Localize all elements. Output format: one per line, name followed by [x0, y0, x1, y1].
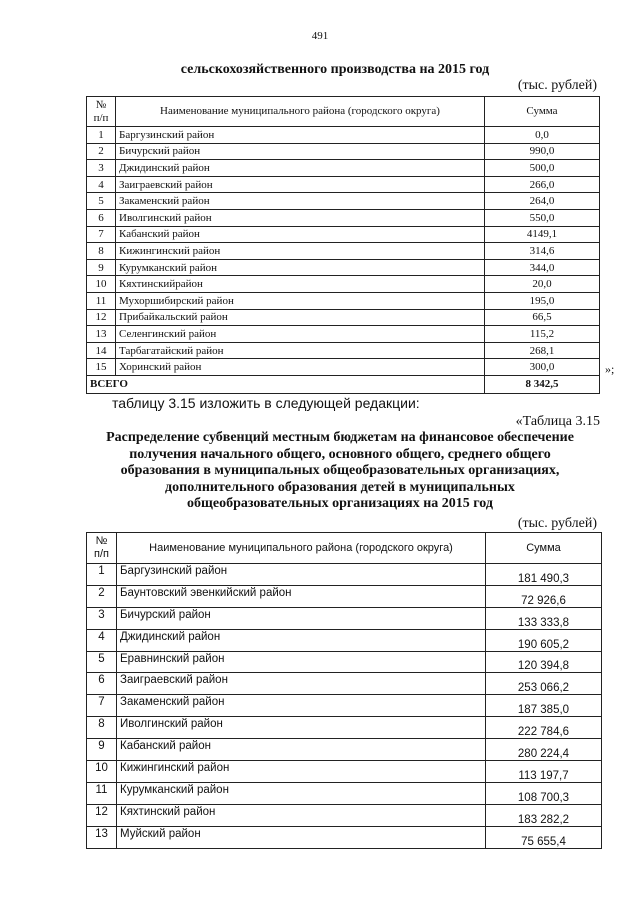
- row-number: 5: [87, 651, 117, 673]
- table1-body: [87, 127, 600, 376]
- amount-value: 300,0: [485, 359, 600, 376]
- section1-heading: сельскохозяйственного производства на 2015 год: [180, 62, 490, 77]
- row-number: 5: [87, 193, 116, 210]
- district-name: Иволгинский район: [117, 717, 486, 739]
- subsidy-table-1: [86, 96, 600, 394]
- table2-header-name: Наименование муниципального района (городского округа): [117, 533, 486, 564]
- district-name: Баргузинский район: [116, 127, 485, 144]
- amount-value: 113 197,7: [486, 761, 602, 783]
- district-name: Прибайкальский район: [116, 309, 485, 326]
- row-number: 4: [87, 176, 116, 193]
- district-name: Курумканский район: [116, 259, 485, 276]
- table-row: [87, 629, 602, 651]
- section1-unit: (тыс. рублей): [517, 78, 597, 93]
- row-number: 13: [87, 326, 116, 343]
- district-name: Кижингинский район: [116, 243, 485, 260]
- district-name: Тарбагатайский район: [116, 342, 485, 359]
- row-number: 7: [87, 226, 116, 243]
- amount-value: 190 605,2: [486, 629, 602, 651]
- amount-value: 344,0: [485, 259, 600, 276]
- table-row: [87, 160, 600, 177]
- district-name: Кижингинский район: [117, 761, 486, 783]
- district-name: Кяхтинский район: [117, 804, 486, 826]
- amount-value: 990,0: [485, 143, 600, 160]
- district-name: Мухоршибирский район: [116, 292, 485, 309]
- amount-value: 108 700,3: [486, 782, 602, 804]
- district-name: Баунтовский эвенкийский район: [117, 585, 486, 607]
- table-row: [87, 585, 602, 607]
- table-row: [87, 695, 602, 717]
- district-name: Селенгинский район: [116, 326, 485, 343]
- row-number: 10: [87, 761, 117, 783]
- table-row: [87, 651, 602, 673]
- table1-header-amount: Сумма: [485, 97, 600, 127]
- district-name: Джидинский район: [117, 629, 486, 651]
- amount-value: 4149,1: [485, 226, 600, 243]
- district-name: Хоринский район: [116, 359, 485, 376]
- table2-body: [87, 564, 602, 849]
- amount-value: 314,6: [485, 243, 600, 260]
- amount-value: 500,0: [485, 160, 600, 177]
- table-row: [87, 326, 600, 343]
- row-number: 9: [87, 259, 116, 276]
- amount-value: 181 490,3: [486, 564, 602, 586]
- amount-value: 183 282,2: [486, 804, 602, 826]
- table1-total-label: ВСЕГО: [87, 375, 485, 393]
- table-row: [87, 826, 602, 848]
- row-number: 2: [87, 143, 116, 160]
- amount-value: 187 385,0: [486, 695, 602, 717]
- district-name: Бичурский район: [116, 143, 485, 160]
- row-number: 11: [87, 782, 117, 804]
- amount-value: 133 333,8: [486, 607, 602, 629]
- amount-value: 550,0: [485, 209, 600, 226]
- row-number: 6: [87, 209, 116, 226]
- table1-header-name: Наименование муниципального района (городского округа): [116, 97, 485, 127]
- table-row: [87, 342, 600, 359]
- table2-header-num: № п/п: [87, 533, 117, 564]
- row-number: 8: [87, 717, 117, 739]
- table-row: [87, 127, 600, 144]
- table-row: [87, 143, 600, 160]
- table-row: [87, 782, 602, 804]
- amount-value: 75 655,4: [486, 826, 602, 848]
- district-name: Кабанский район: [116, 226, 485, 243]
- district-name: Закаменский район: [117, 695, 486, 717]
- table2-header-row: [87, 533, 602, 564]
- page-number: 491: [311, 30, 329, 42]
- amount-value: 72 926,6: [486, 585, 602, 607]
- amount-value: 280 224,4: [486, 739, 602, 761]
- amount-value: 264,0: [485, 193, 600, 210]
- amount-value: 268,1: [485, 342, 600, 359]
- table-row: [87, 607, 602, 629]
- amount-value: 20,0: [485, 276, 600, 293]
- row-number: 1: [87, 564, 117, 586]
- subsidy-table-2: [86, 532, 602, 849]
- table1-header-num: № п/п: [87, 97, 116, 127]
- table-row: [87, 309, 600, 326]
- table-row: [87, 673, 602, 695]
- district-name: Закаменский район: [116, 193, 485, 210]
- table-row: [87, 761, 602, 783]
- district-name: Иволгинский район: [116, 209, 485, 226]
- table-row: [87, 804, 602, 826]
- row-number: 14: [87, 342, 116, 359]
- amount-value: 266,0: [485, 176, 600, 193]
- amount-value: 0,0: [485, 127, 600, 144]
- amount-value: 195,0: [485, 292, 600, 309]
- row-number: 7: [87, 695, 117, 717]
- table-row: [87, 292, 600, 309]
- row-number: 8: [87, 243, 116, 260]
- table-row: [87, 226, 600, 243]
- amount-value: 115,2: [485, 326, 600, 343]
- table-row: [87, 259, 600, 276]
- row-number: 12: [87, 309, 116, 326]
- closing-mark: »;: [605, 362, 615, 376]
- table2-header-amount: Сумма: [486, 533, 602, 564]
- district-name: Бичурский район: [117, 607, 486, 629]
- table1-total-amount: 8 342,5: [485, 375, 600, 393]
- amount-value: 253 066,2: [486, 673, 602, 695]
- amount-value: 222 784,6: [486, 717, 602, 739]
- district-name: Кяхтинскийрайон: [116, 276, 485, 293]
- section2-heading: Распределение субвенций местным бюджетам на финансовое обеспечение получения начального общего, основного общего, среднего общего образования в муниципальных общеобразовательных организациях, дополнительного образования детей в муниципальных общеобразовательных организациях на 2015 год: [106, 430, 574, 511]
- row-number: 2: [87, 585, 117, 607]
- section2-unit: (тыс. рублей): [517, 516, 597, 531]
- amount-value: 120 394,8: [486, 651, 602, 673]
- row-number: 4: [87, 629, 117, 651]
- district-name: Кабанский район: [117, 739, 486, 761]
- row-number: 6: [87, 673, 117, 695]
- table-row: [87, 739, 602, 761]
- district-name: Баргузинский район: [117, 564, 486, 586]
- table-row: [87, 176, 600, 193]
- table1-total-row: [87, 375, 600, 393]
- table-row: [87, 717, 602, 739]
- row-number: 3: [87, 160, 116, 177]
- amount-value: 66,5: [485, 309, 600, 326]
- row-number: 15: [87, 359, 116, 376]
- row-number: 1: [87, 127, 116, 144]
- table1-header-row: [87, 97, 600, 127]
- table-row: [87, 243, 600, 260]
- row-number: 11: [87, 292, 116, 309]
- instruction-text: таблицу 3.15 изложить в следующей редакции:: [112, 395, 420, 411]
- row-number: 12: [87, 804, 117, 826]
- row-number: 3: [87, 607, 117, 629]
- district-name: Курумканский район: [117, 782, 486, 804]
- district-name: Муйский район: [117, 826, 486, 848]
- table-row: [87, 564, 602, 586]
- row-number: 9: [87, 739, 117, 761]
- district-name: Заиграевский район: [116, 176, 485, 193]
- table-row: [87, 193, 600, 210]
- district-name: Заиграевский район: [117, 673, 486, 695]
- row-number: 13: [87, 826, 117, 848]
- table-row: [87, 359, 600, 376]
- table-label: «Таблица 3.15: [515, 414, 600, 429]
- table-row: [87, 276, 600, 293]
- district-name: Джидинский район: [116, 160, 485, 177]
- row-number: 10: [87, 276, 116, 293]
- table-row: [87, 209, 600, 226]
- district-name: Еравнинский район: [117, 651, 486, 673]
